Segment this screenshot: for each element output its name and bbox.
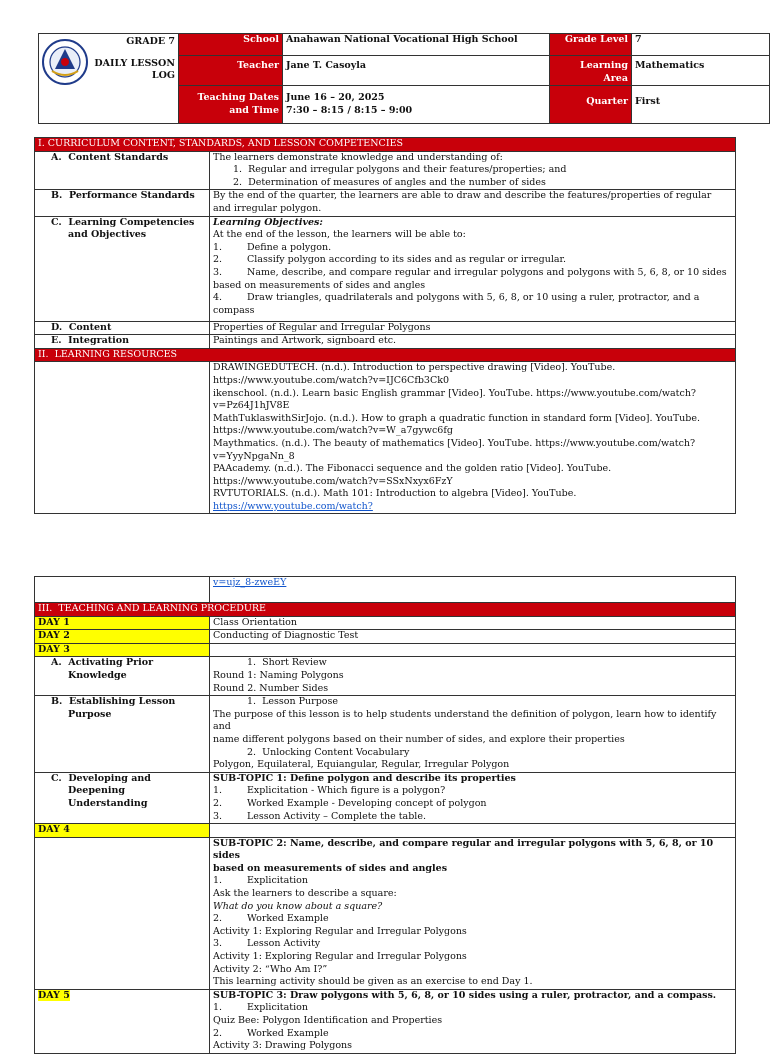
activating-label-line2: Knowledge xyxy=(68,669,127,681)
dll-header xyxy=(38,33,769,124)
competencies-label-line2: and Objectives xyxy=(68,229,147,241)
teacher-value: Jane T. Casoyla xyxy=(283,56,550,86)
day2-label: DAY 2 xyxy=(35,630,210,644)
day5-line: Activity 3: Drawing Polygons xyxy=(213,1040,353,1052)
item-text: Worked Example xyxy=(247,913,329,925)
learning-area-label: Learning Area xyxy=(550,56,632,86)
developing-label-line1: C. Developing and xyxy=(51,772,151,784)
day3-empty xyxy=(210,643,736,657)
day4-line xyxy=(213,938,732,951)
resource-link[interactable]: https://www.youtube.com/watch? xyxy=(213,500,373,512)
content-standards-cell xyxy=(210,151,736,190)
header-left-block xyxy=(39,34,179,124)
dll-title-2: LOG xyxy=(151,70,175,81)
objective-text: Name, describe, and compare regular and irregular polygons and polygons with 5, 6, 8, or 10 sides xyxy=(247,266,727,278)
establishing-label-line1: B. Establishing Lesson xyxy=(51,696,176,708)
day4-line xyxy=(213,875,732,888)
resources-label-empty xyxy=(35,362,210,514)
establishing-line: Polygon, Equilateral, Equiangular, Regular, Irregular Polygon xyxy=(213,759,510,771)
section1-title: I. CURRICULUM CONTENT, STANDARDS, AND LESSON COMPETENCIES xyxy=(35,138,736,152)
subtopic1-item xyxy=(213,785,732,798)
school-label: School xyxy=(179,34,283,56)
objective-number: 2. xyxy=(213,254,223,266)
competencies-label xyxy=(35,216,210,321)
objective-number: 4. xyxy=(213,292,223,304)
activating-line: Round 1: Naming Polygons xyxy=(213,669,344,681)
establishing-line: name different polygons based on their number of sides, and explore their properties xyxy=(213,733,625,745)
item-text: Lesson Activity xyxy=(247,938,321,950)
resource-line: v=YyyNpgaNn_8 xyxy=(213,450,295,462)
day4-line: This learning activity should be given as an exercise to end Day 1. xyxy=(213,976,533,988)
item-text: Worked Example - Developing concept of polygon xyxy=(247,797,487,809)
resource-line: MathTuklaswithSirJojo. (n.d.). How to graph a quadratic function in standard form [Video]. YouTube. xyxy=(213,412,701,424)
objectives-title: Learning Objectives: xyxy=(213,216,323,228)
objectives-intro: At the end of the lesson, the learners will be able to: xyxy=(213,229,466,241)
day4-line: What do you know about a square? xyxy=(213,900,383,912)
subtopic2-title-line2: based on measurements of sides and angles xyxy=(213,862,448,874)
establishing-line: 2. Unlocking Content Vocabulary xyxy=(247,746,410,758)
procedure-section xyxy=(34,576,735,1054)
resource-line: v=Pz64J1hJV8E xyxy=(213,400,290,412)
item-number: 2. xyxy=(213,1027,223,1039)
grade-level-value: 7 xyxy=(632,34,770,56)
section2-title: II. LEARNING RESOURCES xyxy=(35,348,736,362)
integration-label: E. Integration xyxy=(35,335,210,349)
day5-label-cell xyxy=(35,989,210,1053)
dates-label-line2: and Time xyxy=(229,104,279,116)
item-number: 3. xyxy=(213,938,223,950)
day5-line: Quiz Bee: Polygon Identification and Properties xyxy=(213,1015,443,1026)
resource-line: PAAcademy. (n.d.). The Fibonacci sequence and the golden ratio [Video]. YouTube. xyxy=(213,463,612,475)
day4-line: Activity 1: Exploring Regular and Irregular Polygons xyxy=(213,925,467,937)
resource-line: https://www.youtube.com/watch?v=SSxNxyx6FzY xyxy=(213,475,453,487)
objective-number: 3. xyxy=(213,266,223,278)
item-text: Worked Example xyxy=(247,1027,329,1039)
curriculum-section xyxy=(34,137,735,514)
resource-line: Maythmatics. (n.d.). The beauty of mathematics [Video]. YouTube. https://www.youtube.com/watch? xyxy=(213,437,696,449)
objective-item xyxy=(213,292,732,317)
subtopic1-item xyxy=(213,811,732,824)
continued-link-cell xyxy=(210,577,736,603)
activating-label-line1: A. Activating Prior xyxy=(51,657,154,669)
day2-text: Conducting of Diagnostic Test xyxy=(210,630,736,644)
developing-cell xyxy=(210,772,736,823)
objectives-cell xyxy=(210,216,736,321)
establishing-label-line2: Purpose xyxy=(68,708,112,720)
dates-label xyxy=(179,86,283,124)
item-text: Lesson Activity – Complete the table. xyxy=(247,810,426,822)
competencies-label-line1: C. Learning Competencies xyxy=(51,216,195,228)
item-number: 1. xyxy=(213,785,223,797)
resources-cell xyxy=(210,362,736,514)
day5-line xyxy=(213,1028,732,1041)
integration-value: Paintings and Artwork, signboard etc. xyxy=(210,335,736,349)
quarter-label: Quarter xyxy=(550,86,632,124)
developing-label-line3: Understanding xyxy=(68,797,148,809)
developing-label-line2: Deepening xyxy=(68,785,126,797)
subtopic2-title: SUB-TOPIC 2: Name, describe, and compare regular and irregular polygons with 5, 6, 8, or 10 sides xyxy=(213,837,714,862)
item-number: 1. xyxy=(213,875,223,887)
item-number: 3. xyxy=(213,810,223,822)
resource-text: RVTUTORIALS. (n.d.). Math 101: Introduction to algebra [Video]. YouTube. xyxy=(213,488,577,500)
developing-label xyxy=(35,772,210,823)
dates-value-line2: 7:30 – 8:15 / 8:15 – 9:00 xyxy=(286,104,413,116)
item-number: 1. xyxy=(213,1002,223,1014)
objective-text: based on measurements of sides and angles xyxy=(213,279,426,291)
deped-seal-icon xyxy=(42,39,88,85)
day4-line: Activity 2: “Who Am I?” xyxy=(213,963,328,975)
objective-item xyxy=(213,267,732,280)
subtopic1-item xyxy=(213,798,732,811)
day4-cell xyxy=(210,837,736,989)
section3-title: III. TEACHING AND LEARNING PROCEDURE xyxy=(35,603,736,617)
content-standards-intro: The learners demonstrate knowledge and understanding of: xyxy=(213,151,503,163)
subtopic3-title: SUB-TOPIC 3: Draw polygons with 5, 6, 8, or 10 sides using a ruler, protractor, and a compass. xyxy=(213,989,717,1001)
performance-standards-text: By the end of the quarter, the learners are able to draw and describe the features/properties of regular and irregular polygon. xyxy=(210,190,736,216)
item-text: Explicitation xyxy=(247,1002,308,1014)
establishing-line: The purpose of this lesson is to help students understand the definition of polygon, learn how to identify and xyxy=(213,708,717,733)
content-standard-item: 1. Regular and irregular polygons and their features/properties; and xyxy=(233,164,567,176)
resource-line xyxy=(213,488,732,513)
item-text: Explicitation - Which figure is a polygon? xyxy=(247,785,446,797)
dates-label-line1: Teaching Dates xyxy=(197,92,279,104)
learning-area-value: Mathematics xyxy=(632,56,770,86)
objective-item xyxy=(213,280,732,293)
resource-line: https://www.youtube.com/watch?v=W_a7gywc6fg xyxy=(213,425,453,437)
dll-title: DAILY LESSON xyxy=(94,57,175,69)
day4-label: DAY 4 xyxy=(35,824,210,838)
day4-line: Activity 1: Exploring Regular and Irregular Polygons xyxy=(213,951,467,963)
day4-empty xyxy=(210,824,736,838)
objective-text: Define a polygon. xyxy=(247,241,332,253)
resource-line: ikenschool. (n.d.). Learn basic English grammar [Video]. YouTube. https://www.youtube.com/watch? xyxy=(213,387,697,399)
day4-line: Ask the learners to describe a square: xyxy=(213,888,397,900)
grade-label: GRADE 7 xyxy=(126,36,175,47)
content-value: Properties of Regular and Irregular Polygons xyxy=(210,321,736,335)
day1-label: DAY 1 xyxy=(35,616,210,630)
establishing-label xyxy=(35,696,210,773)
continued-empty xyxy=(35,577,210,603)
content-label: D. Content xyxy=(35,321,210,335)
objective-number: 1. xyxy=(213,241,223,253)
day5-cell xyxy=(210,989,736,1053)
objective-item xyxy=(213,242,732,255)
resource-line: DRAWINGEDUTECH. (n.d.). Introduction to perspective drawing [Video]. YouTube. xyxy=(213,362,616,374)
item-number: 2. xyxy=(213,913,223,925)
performance-standards-label: B. Performance Standards xyxy=(35,190,210,216)
content-standard-item: 2. Determination of measures of angles and the number of sides xyxy=(233,176,546,188)
day3-label: DAY 3 xyxy=(35,643,210,657)
item-number: 2. xyxy=(213,797,223,809)
objective-text: Draw triangles, quadrilaterals and polygons with 5, 6, 8, or 10 using a ruler, protractor, and a compass xyxy=(213,292,700,316)
grade-level-label: Grade Level xyxy=(550,34,632,56)
school-value: Anahawan National Vocational High School xyxy=(283,34,550,56)
objective-text: Classify polygon according to its sides and as regular or irregular. xyxy=(247,254,567,266)
resource-line: https://www.youtube.com/watch?v=IJC6Cfb3Ck0 xyxy=(213,374,450,386)
content-standards-label: A. Content Standards xyxy=(35,151,210,190)
day5-label: DAY 5 xyxy=(38,989,70,1001)
establishing-cell xyxy=(210,696,736,773)
activating-line: 1. Short Review xyxy=(247,657,327,669)
teacher-label: Teacher xyxy=(179,56,283,86)
activating-line: Round 2. Number Sides xyxy=(213,682,329,694)
day4-line xyxy=(213,913,732,926)
activating-label xyxy=(35,657,210,696)
dates-value xyxy=(283,86,550,124)
day5-line xyxy=(213,1002,732,1015)
activating-cell xyxy=(210,657,736,696)
item-text: Explicitation xyxy=(247,875,308,887)
quarter-value: First xyxy=(632,86,770,124)
establishing-line: 1. Lesson Purpose xyxy=(247,696,338,708)
day4-label-empty xyxy=(35,837,210,989)
resource-link[interactable]: v=ujz_8-zweEY xyxy=(213,577,287,588)
objective-item xyxy=(213,254,732,267)
dates-value-line1: June 16 – 20, 2025 xyxy=(286,92,385,104)
day1-text: Class Orientation xyxy=(210,616,736,630)
subtopic1-title: SUB-TOPIC 1: Define polygon and describe its properties xyxy=(213,772,516,784)
